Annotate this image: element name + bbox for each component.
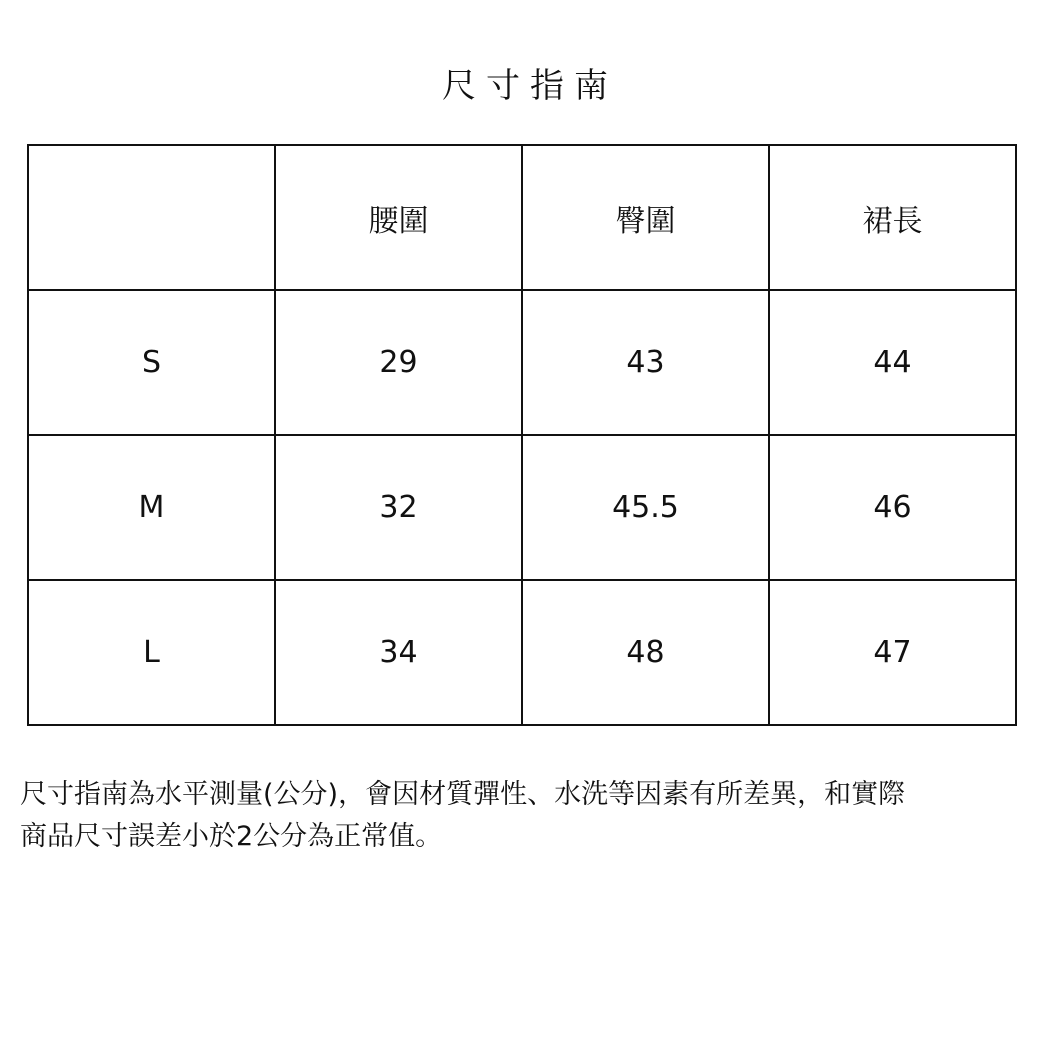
size-label-cell: S	[28, 290, 275, 435]
page-title: 尺寸指南	[442, 66, 618, 106]
waist-value-cell: 29	[275, 290, 522, 435]
header-cell-hip: 臀圍	[522, 145, 769, 290]
header-cell-empty	[28, 145, 275, 290]
table-row	[28, 580, 1016, 725]
hip-value-cell: 48	[522, 580, 769, 725]
header-cell-length: 裙長	[769, 145, 1016, 290]
header-cell-waist: 腰圍	[275, 145, 522, 290]
size-label-cell: L	[28, 580, 275, 725]
measurement-note	[20, 774, 1020, 858]
hip-value-cell: 43	[522, 290, 769, 435]
table-row	[28, 435, 1016, 580]
length-value-cell: 44	[769, 290, 1016, 435]
size-label-cell: M	[28, 435, 275, 580]
length-value-cell: 46	[769, 435, 1016, 580]
table-header-row	[28, 145, 1016, 290]
hip-value-cell: 45.5	[522, 435, 769, 580]
table-row	[28, 290, 1016, 435]
size-table	[27, 144, 1017, 726]
length-value-cell: 47	[769, 580, 1016, 725]
note-line-1: 尺寸指南為水平測量(公分)，會因材質彈性、水洗等因素有所差異，和實際	[20, 779, 906, 810]
waist-value-cell: 34	[275, 580, 522, 725]
waist-value-cell: 32	[275, 435, 522, 580]
note-line-2: 商品尺寸誤差小於2公分為正常值。	[20, 821, 443, 852]
